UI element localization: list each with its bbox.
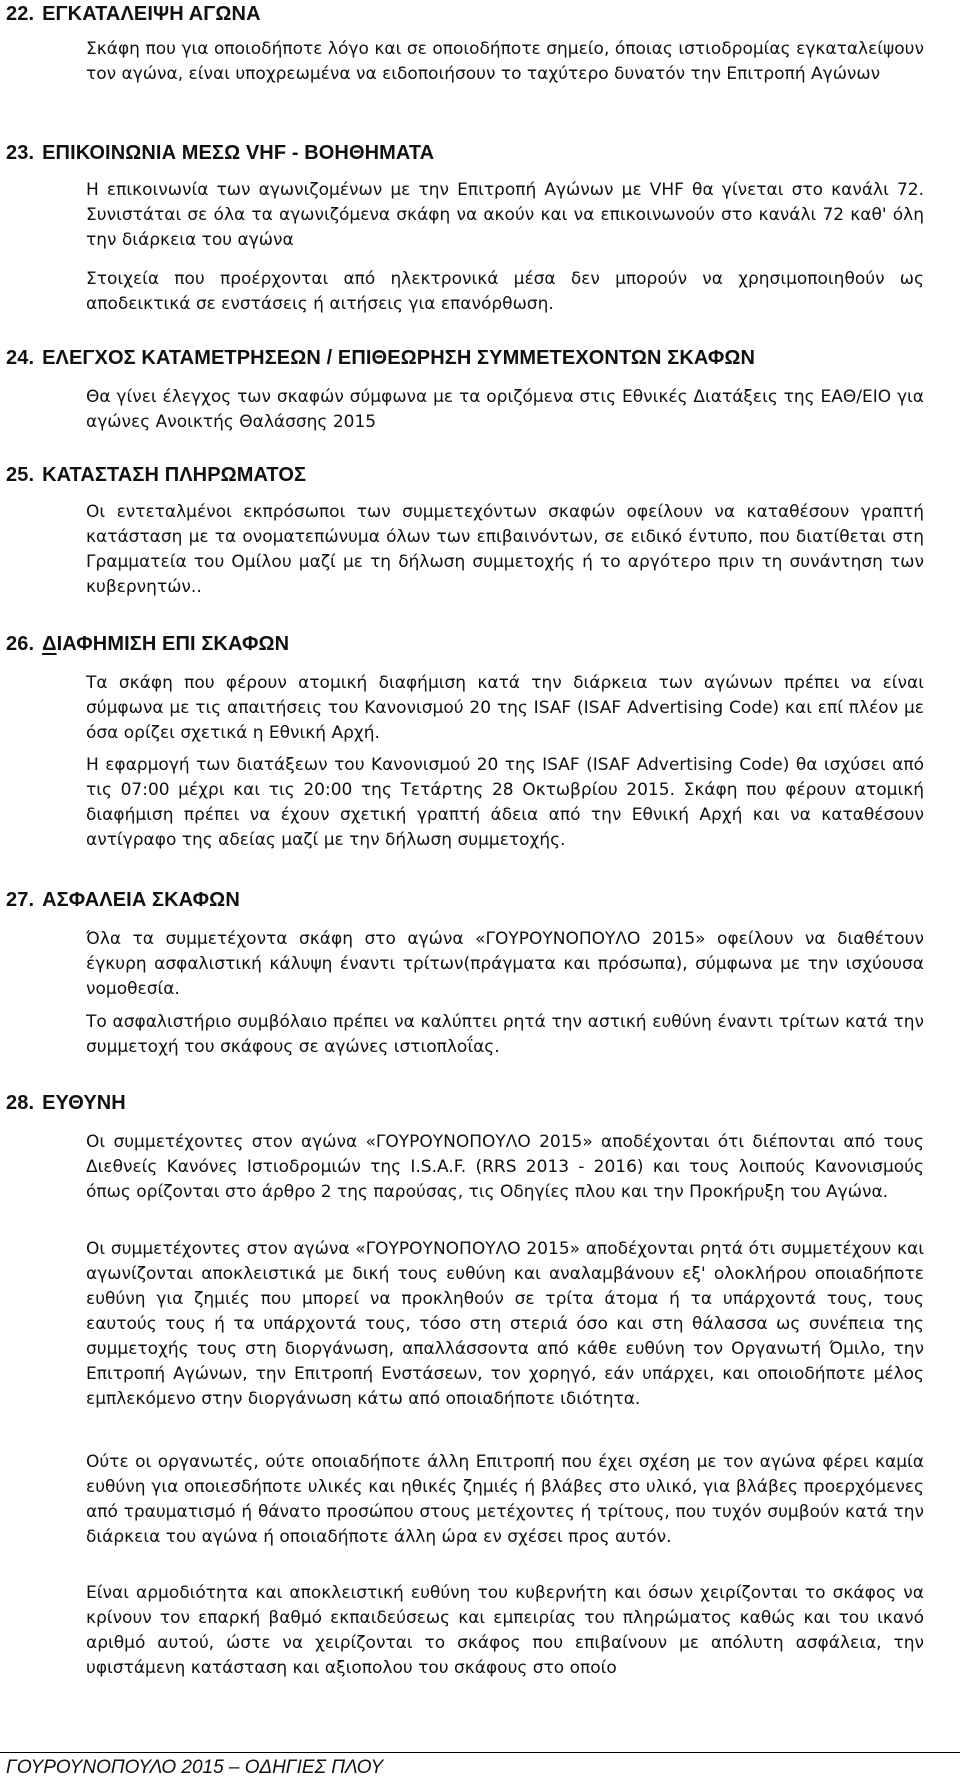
section-heading: [6, 1091, 126, 1115]
section-paragraph: Η εφαρμογή των διατάξεων του Κανονισμού 20 της ISAF (ISAF Advertising Code) θα ισχύσει από τις 07:00 μέχρι και τις 20:00 της Τετάρτης 28 Οκτωβρίου 2015. Σκάφη που φέρουν ατομική διαφήμιση πρέπει να έχουν σχετική γραπτή άδεια από την Εθνική Αρχή και να καταθέσουν αντίγραφο της αδείας μαζί με την δήλωση συμμετοχής.: [86, 755, 924, 850]
section-title: ΚΑΤΑΣΤΑΣΗ ΠΛΗΡΩΜΑΤΟΣ: [42, 464, 307, 486]
section-heading: [6, 888, 240, 912]
section-heading: [6, 141, 434, 165]
section-paragraph: Σκάφη που για οποιοδήποτε λόγο και σε οποιοδήποτε σημείο, όποιας ιστιοδρομίας εγκαταλείψουν τον αγώνα, είναι υποχρεωμένα να ειδοποιήσουν το ταχύτερο δυνατόν την Επιτροπή Αγώνων: [86, 39, 924, 84]
section-heading: [6, 632, 289, 656]
section-paragraph: Θα γίνει έλεγχος των σκαφών σύμφωνα με τα οριζόμενα στις Εθνικές Διατάξεις της ΕΑΘ/ΕΙΟ για αγώνες Ανοικτής Θαλάσσης 2015: [86, 387, 924, 432]
section-title: ΕΠΙΚΟΙΝΩΝΙΑ ΜΕΣΩ VHF - ΒΟΗΘΗΜΑΤΑ: [42, 142, 435, 164]
footer-divider: [0, 1752, 960, 1753]
section-title-first-letter: Δ: [42, 633, 57, 655]
section-paragraph: Είναι αρμοδιότητα και αποκλειστική ευθύνη του κυβερνήτη και όσων χειρίζονται το σκάφος να κρίνουν τον επαρκή βαθμό εκπαιδεύσεως και εμπειρίας του πληρώματος καθώς και του ικανό αριθμό αυτού, ώστε να χειρίζονται το σκάφος που επιβαίνουν με απόλυτη ασφάλεια, την υφιστάμενη κατάσταση και αξιοπολου του σκάφους στο οποίο: [86, 1583, 924, 1678]
section-number: 26.: [6, 633, 35, 655]
section-number: 28.: [6, 1092, 35, 1114]
section-number: 27.: [6, 889, 35, 911]
section-number: 22.: [6, 3, 35, 25]
page-footer: ΓΟΥΡΟΥΝΟΠΟΥΛΟ 2015 – ΟΔΗΓΙΕΣ ΠΛΟΥ: [6, 1757, 384, 1778]
section-title: ΕΥΘΥΝΗ: [42, 1092, 126, 1114]
section-heading: [6, 346, 755, 370]
section-paragraph: Το ασφαλιστήριο συμβόλαιο πρέπει να καλύπτει ρητά την αστική ευθύνη έναντι τρίτων κατά την συμμετοχή του σκάφους σε αγώνες ιστιοπλοΐας.: [86, 1012, 924, 1057]
section-title: ΕΛΕΓΧΟΣ ΚΑΤΑΜΕΤΡΗΣΕΩΝ / ΕΠΙΘΕΩΡΗΣΗ ΣΥΜΜΕΤΕΧΟΝΤΩΝ ΣΚΑΦΩΝ: [42, 347, 756, 369]
section-paragraph: Οι συμμετέχοντες στον αγώνα «ΓΟΥΡΟΥΝΟΠΟΥΛΟ 2015» αποδέχονται ότι διέπονται από τους Διεθνείς Κανόνες Ιστιοδρομιών της I.S.A.F. (RRS 2013 - 2016) και τους λοιπούς Κανονισμούς όπως ορίζονται στο άρθρο 2 της παρούσας, τις Οδηγίες πλου και την Προκήρυξη του Αγώνα.: [86, 1132, 924, 1202]
section-number: 25.: [6, 464, 35, 486]
section-heading: [6, 463, 306, 487]
section-title: ΕΓΚΑΤΑΛΕΙΨΗ ΑΓΩΝΑ: [42, 3, 261, 25]
section-title: ΙΑΦΗΜΙΣΗ ΕΠΙ ΣΚΑΦΩΝ: [56, 633, 290, 655]
section-paragraph: Στοιχεία που προέρχονται από ηλεκτρονικά μέσα δεν μπορούν να χρησιμοποιηθούν ως αποδεικτικά σε ενστάσεις ή αιτήσεις για επανόρθωση.: [86, 269, 924, 314]
section-paragraph: Όλα τα συμμετέχοντα σκάφη στο αγώνα «ΓΟΥΡΟΥΝΟΠΟΥΛΟ 2015» οφείλουν να διαθέτουν έγκυρη ασφαλιστική κάλυψη έναντι τρίτων(πράγματα και πρόσωπα), σύμφωνα με την ισχύουσα νομοθεσία.: [86, 929, 924, 999]
section-paragraph: Οι εντεταλμένοι εκπρόσωποι των συμμετεχόντων σκαφών οφείλουν να καταθέσουν γραπτή κατάσταση με τα ονοματεπώνυμα όλων των επιβαινόντων, σε ειδικό έντυπο, που διατίθεται στη Γραμματεία του Ομίλου μαζί με τη δήλωση συμμετοχής ή το αργότερο πριν τη συνάντηση των κυβερνητών..: [86, 502, 924, 597]
section-number: 24.: [6, 347, 35, 369]
section-paragraph: Οι συμμετέχοντες στον αγώνα «ΓΟΥΡΟΥΝΟΠΟΥΛΟ 2015» αποδέχονται ρητά ότι συμμετέχουν και αγωνίζονται αποκλειστικά με δική τους ευθύνη και αναλαμβάνουν εξ' ολοκλήρου οποιαδήποτε ευθύνη για ζημιές που μπορεί να προκληθούν σε τρίτα άτομα ή τα υπάρχοντά τους, τους εαυτούς τους ή τα υπάρχοντά τους, τόσο στη στεριά όσο και στη θάλασσα ως συνέπεια της συμμετοχής τους στη διοργάνωση, απαλλάσσοντα από κάθε ευθύνη τον Οργανωτή Όμιλο, την Επιτροπή Αγώνων, την Επιτροπή Ενστάσεων, τον χορηγό, εάν υπάρχει, και οποιοδήποτε μέλος εμπλεκόμενο στην διοργάνωση κάτω από οποιαδήποτε ιδιότητα.: [86, 1239, 924, 1409]
section-title: ΑΣΦΑΛΕΙΑ ΣΚΑΦΩΝ: [42, 889, 240, 911]
section-number: 23.: [6, 142, 35, 164]
section-paragraph: Η επικοινωνία των αγωνιζομένων με την Επιτροπή Αγώνων με VHF θα γίνεται στο κανάλι 72. Συνιστάται σε όλα τα αγωνιζόμενα σκάφη να ακούν και να επικοινωνούν στο κανάλι 72 καθ' όλη την διάρκεια του αγώνα: [86, 180, 924, 250]
section-paragraph: Ούτε οι οργανωτές, ούτε οποιαδήποτε άλλη Επιτροπή που έχει σχέση με τον αγώνα φέρει καμία ευθύνη για οποιεσδήποτε υλικές και ηθικές ζημιές ή βλάβες στο υλικό, για βλάβες προερχόμενες από τραυματισμό ή θάνατο προσώπου στους μετέχοντες ή τρίτους, που τυχόν συμβούν κατά την διάρκεια του αγώνα ή οποιαδήποτε άλλη ώρα εν σχέσει προς αυτόν.: [86, 1452, 924, 1547]
section-heading: [6, 2, 261, 26]
section-paragraph: Τα σκάφη που φέρουν ατομική διαφήμιση κατά την διάρκεια των αγώνων πρέπει να είναι σύμφωνα με τις απαιτήσεις του Κανονισμού 20 της ISAF (ISAF Advertising Code) και επί πλέον με όσα ορίζει σχετικά η Εθνική Αρχή.: [86, 673, 924, 743]
